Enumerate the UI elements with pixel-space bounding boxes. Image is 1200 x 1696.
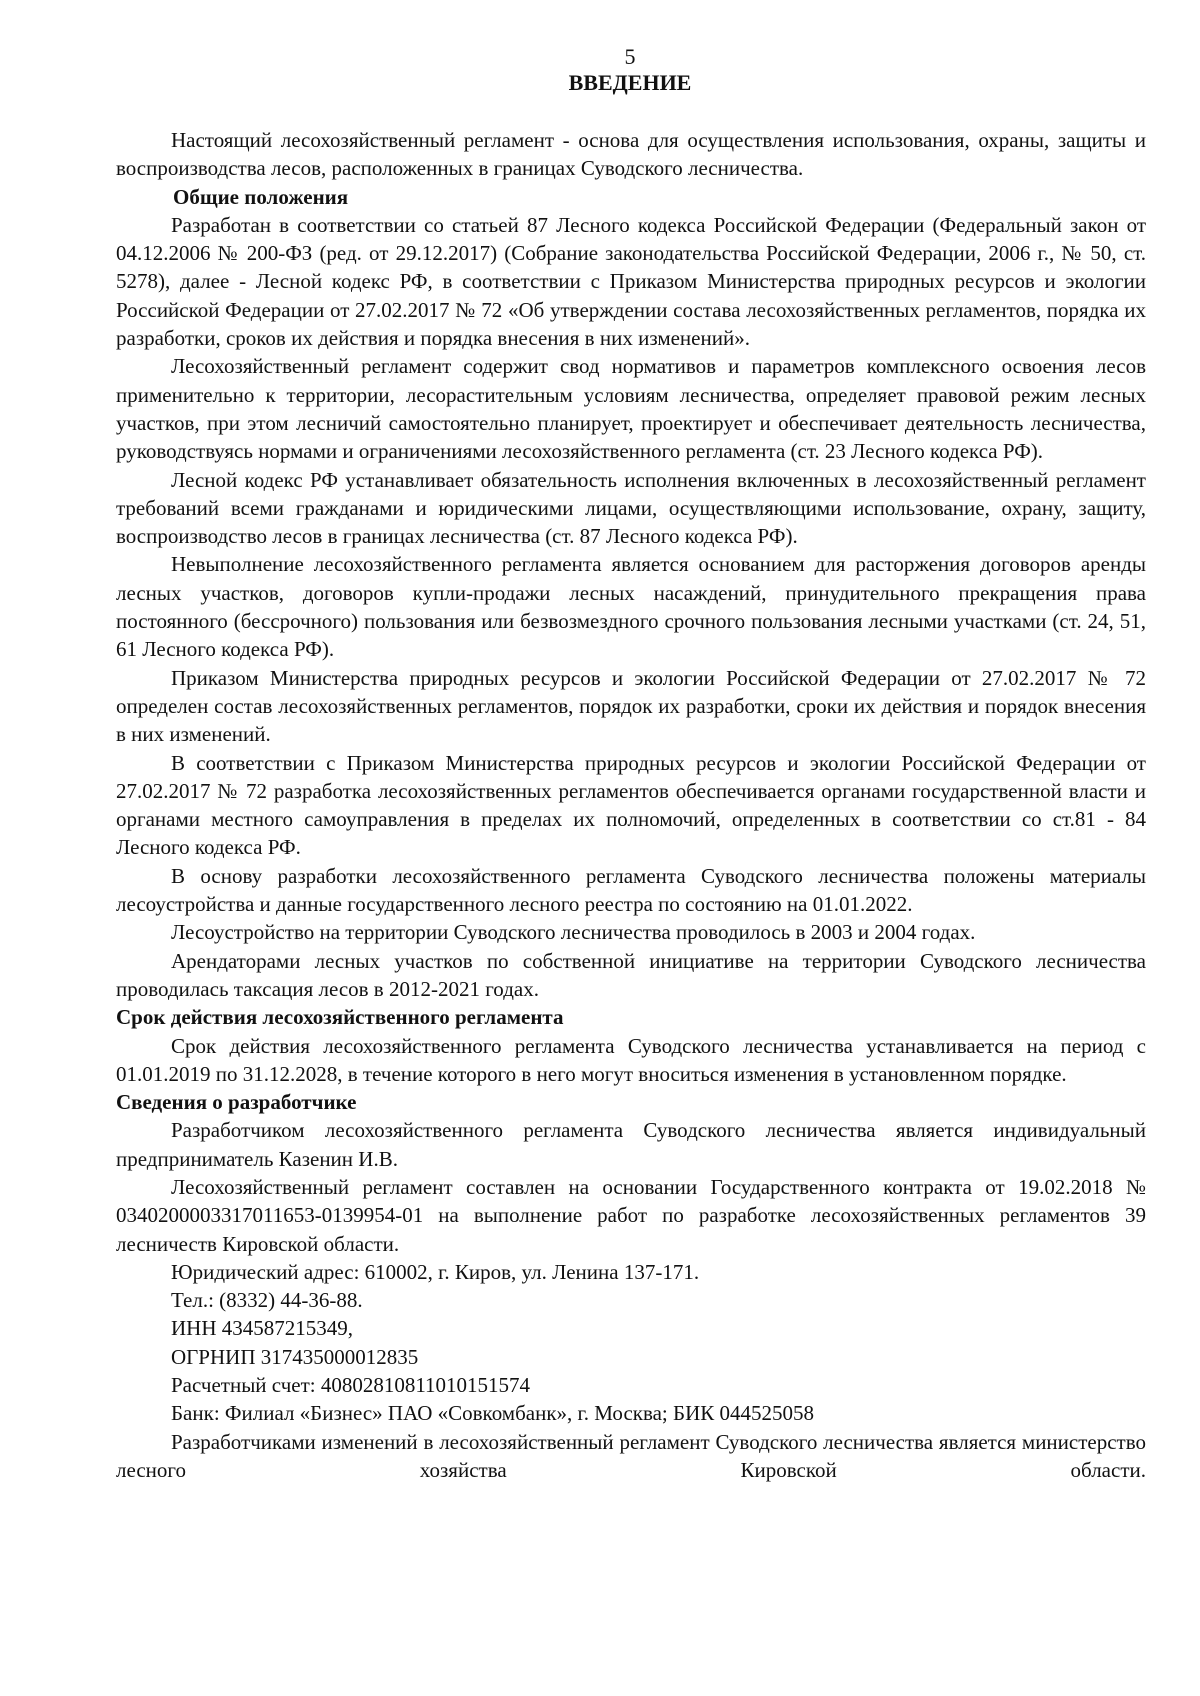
inn-number: ИНН 434587215349, bbox=[171, 1316, 353, 1341]
document-body bbox=[116, 126, 1146, 1484]
phone-number: Тел.: (8332) 44-36-88. bbox=[171, 1288, 363, 1313]
paragraph-source-materials: В основу разработки лесохозяйственного регламента Суводского лесничества положены материалы лесоустройства и данные государственного лесного реестра по состоянию на 01.01.2022. bbox=[116, 863, 1146, 917]
paragraph-regulation-content: Лесохозяйственный регламент содержит свод нормативов и параметров комплексного освоения лесов применительно к территории, лесорастительным условиям лесничества, определяет правовой режим лесных участков, при этом лесничий самостоятельно планирует, проектирует и обеспечивает деятельность лесничества, руководствуясь нормами и ограничениями лесохозяйственного регламента (ст. 23 Лесного кодекса РФ). bbox=[116, 354, 1146, 464]
paragraph-developer: Разработчиком лесохозяйственного регламента Суводского лесничества является индивидуальный предприниматель Казенин И.В. bbox=[116, 1118, 1146, 1171]
heading-general-provisions: Общие положения bbox=[173, 184, 349, 209]
heading-validity-term: Срок действия лесохозяйственного регламента bbox=[116, 1005, 564, 1030]
legal-address: Юридический адрес: 610002, г. Киров, ул. Ленина 137-171. bbox=[171, 1259, 700, 1284]
paragraph-development-authority: В соответствии с Приказом Министерства природных ресурсов и экологии Российской Федерации от 27.02.2017 № 72 разработка лесохозяйственных регламентов обеспечивается органами государственной власти и органами местного самоуправления в пределах их полномочий, определенных в соответствии со ст.81 - 84 Лесного кодекса РФ. bbox=[116, 750, 1146, 860]
paragraph-forest-inventory: Лесоустройство на территории Суводского лесничества проводилось в 2003 и 2004 годах. bbox=[171, 920, 976, 945]
paragraph-obligation: Лесной кодекс РФ устанавливает обязательность исполнения включенных в лесохозяйственный регламент требований всеми гражданами и юридическими лицами, осуществляющими использование, охрану, защиту, воспроизводство лесов в границах лесничества (ст. 87 Лесного кодекса РФ). bbox=[116, 467, 1146, 549]
paragraph-ministry-order: Приказом Министерства природных ресурсов и экологии Российской Федерации от 27.02.2017 № 72 определен состав лесохозяйственных регламентов, порядок их разработки, сроки их действия и порядок внесения в них изменений. bbox=[116, 665, 1146, 747]
paragraph-non-compliance: Невыполнение лесохозяйственного регламента является основанием для расторжения договоров аренды лесных участков, договоров купли-продажи лесных насаждений, принудительного прекращения права постоянного (бессрочного) пользования или безвозмездного срочного пользования лесными участками (ст. 24, 51, 61 Лесного кодекса РФ). bbox=[116, 552, 1146, 662]
paragraph-legal-basis: Разработан в соответствии со статьей 87 Лесного кодекса Российской Федерации (Федеральный закон от 04.12.2006 № 200-ФЗ (ред. от 29.12.2017) (Собрание законодательства Российской Федерации, 2006 г., № 50, ст. 5278), далее - Лесной кодекс РФ, в соответствии с Приказом Министерства природных ресурсов и экологии Российской Федерации от 27.02.2017 № 72 «Об утверждении состава лесохозяйственных регламентов, порядка их разработки, сроков их действия и порядка внесения в них изменений». bbox=[116, 212, 1146, 351]
paragraph-validity-term: Срок действия лесохозяйственного регламента Суводского лесничества устанавливается на период с 01.01.2019 по 31.12.2028, в течение которого в него могут вноситься изменения в установленном порядке. bbox=[116, 1033, 1146, 1086]
paragraph-change-developers: Разработчиками изменений в лесохозяйственный регламент Суводского лесничества является министерство лесного хозяйства Кировской области. bbox=[116, 1429, 1146, 1482]
bank-account: Расчетный счет: 40802810811010151574 bbox=[171, 1373, 531, 1398]
bank-details: Банк: Филиал «Бизнес» ПАО «Совкомбанк», г. Москва; БИК 044525058 bbox=[171, 1401, 814, 1426]
page-number: 5 bbox=[624, 44, 636, 69]
paragraph-contract: Лесохозяйственный регламент составлен на основании Государственного контракта от 19.02.2018 № 0340200003317011653-0139954-01 на выполнение работ по разработке лесохозяйственных регламентов 39 лесничеств Кировской области. bbox=[116, 1174, 1146, 1256]
paragraph-intro: Настоящий лесохозяйственный регламент - основа для осуществления использования, охраны, защиты и воспроизводства лесов, расположенных в границах Суводского лесничества. bbox=[116, 128, 1146, 181]
page-title: ВВЕДЕНИЕ bbox=[568, 70, 692, 95]
heading-developer-info: Сведения о разработчике bbox=[116, 1090, 357, 1115]
ogrnip-number: ОГРНИП 317435000012835 bbox=[171, 1344, 419, 1369]
paragraph-taxation: Арендаторами лесных участков по собственной инициативе на территории Суводского лесничества проводилась таксация лесов в 2012-2021 годах. bbox=[116, 948, 1146, 1001]
